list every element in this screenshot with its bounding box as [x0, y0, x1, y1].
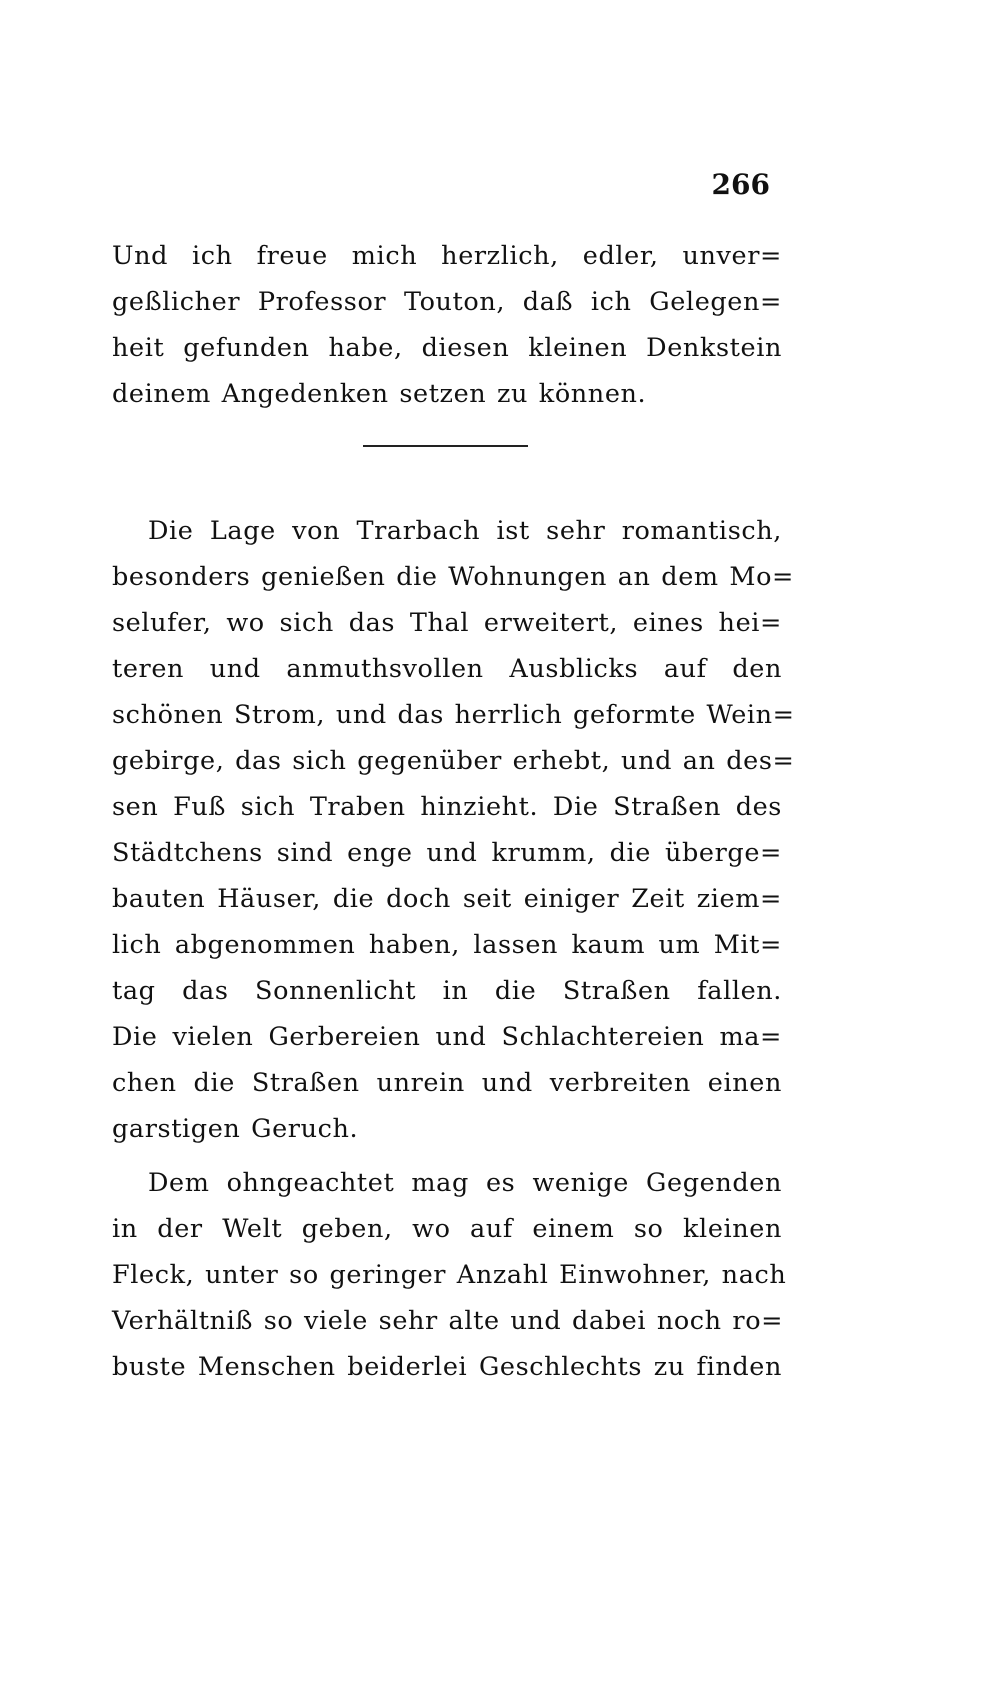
text-line: selufer, wo sich das Thal erweitert, eines hei=: [112, 608, 782, 638]
text-line: buste Menschen beiderlei Geschlechts zu finden: [112, 1352, 782, 1382]
text-line: Die Lage von Trarbach ist sehr romantisch,: [148, 516, 782, 546]
text-line: gebirge, das sich gegenüber erhebt, und an des=: [112, 746, 795, 776]
paragraph-trarbach-description: [112, 508, 795, 1152]
text-line: lich abgenommen haben, lassen kaum um Mit=: [112, 930, 782, 960]
paragraph-dedication: [112, 233, 782, 417]
paragraph-elderly-inhabitants: [112, 1160, 787, 1390]
section-divider: [363, 445, 528, 447]
text-line: Städtchens sind enge und krumm, die überge=: [112, 838, 782, 868]
text-line: garstigen Geruch.: [112, 1114, 359, 1144]
text-line: bauten Häuser, die doch seit einiger Zeit ziem=: [112, 884, 782, 914]
text-line: Fleck, unter so geringer Anzahl Einwohner, nach: [112, 1260, 787, 1290]
text-line: Die vielen Gerbereien und Schlachtereien ma=: [112, 1022, 782, 1052]
text-line: tag das Sonnenlicht in die Straßen fallen.: [112, 976, 782, 1006]
text-line: Dem ohngeachtet mag es wenige Gegenden: [148, 1168, 782, 1198]
text-line: heit gefunden habe, diesen kleinen Denkstein: [112, 333, 782, 363]
text-line: geßlicher Professor Touton, daß ich Gelegen=: [112, 287, 782, 317]
text-line: Verhältniß so viele sehr alte und dabei noch ro=: [112, 1306, 784, 1336]
text-line: chen die Straßen unrein und verbreiten einen: [112, 1068, 782, 1098]
text-line: Und ich freue mich herzlich, edler, unver=: [112, 241, 782, 271]
text-line: sen Fuß sich Traben hinzieht. Die Straßen des: [112, 792, 782, 822]
text-line: schönen Strom, und das herrlich geformte Wein=: [112, 700, 795, 730]
text-line: besonders genießen die Wohnungen an dem Mo=: [112, 562, 795, 592]
text-line: teren und anmuthsvollen Ausblicks auf den: [112, 654, 782, 684]
text-line: in der Welt geben, wo auf einem so kleinen: [112, 1214, 782, 1244]
text-line: deinem Angedenken setzen zu können.: [112, 379, 647, 409]
page-number: 266: [711, 168, 770, 201]
